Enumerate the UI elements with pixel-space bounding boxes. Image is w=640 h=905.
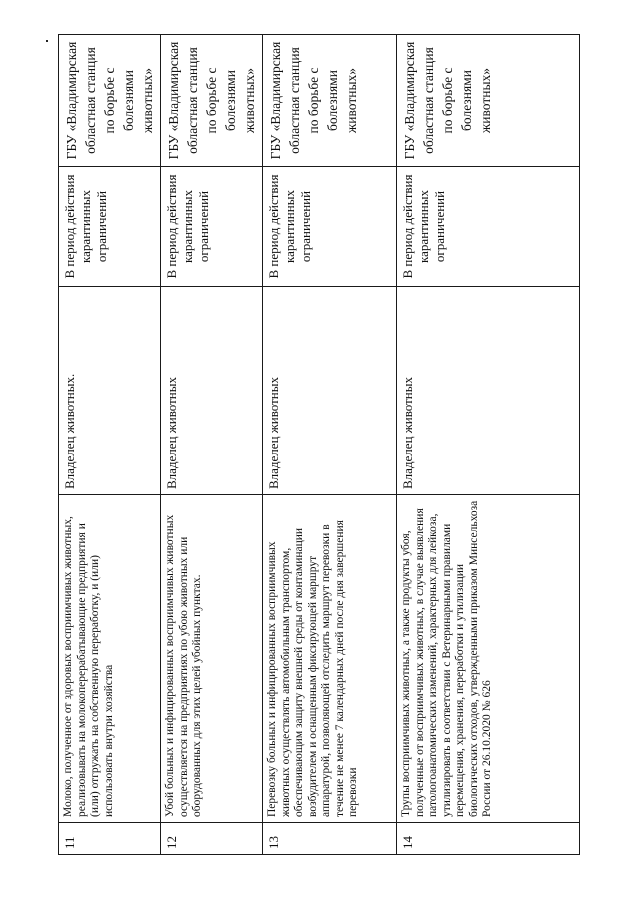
rotated-page [58, 35, 548, 855]
measures-table [58, 34, 580, 855]
deadline-text: В период действия карантинных ограничений [397, 167, 580, 287]
measure-text: Убой больных и инфицированных восприимчивых животных осуществляется на предприятиях по убою животных или оборудованных для этих целей убойных пунктах. [161, 495, 263, 823]
deadline-text: В период действия карантинных ограничений [161, 167, 263, 287]
table-row [263, 35, 397, 855]
responsible-party: Владелец животных [161, 287, 263, 495]
deadline-text: В период действия карантинных ограничений [263, 167, 397, 287]
table-row [59, 35, 161, 855]
control-organization: ГБУ «Владимирская областная станция по борьбе с болезнями животных» [263, 35, 397, 167]
control-organization: ГБУ «Владимирская областная станция по борьбе с болезнями животных» [161, 35, 263, 167]
deadline-text: В период действия карантинных ограничений [59, 167, 161, 287]
table-row [397, 35, 580, 855]
table-row [161, 35, 263, 855]
row-number: 11 [59, 823, 161, 855]
row-number: 12 [161, 823, 263, 855]
row-number: 13 [263, 823, 397, 855]
responsible-party: Владелец животных [397, 287, 580, 495]
measure-text: Молоко, полученное от здоровых восприимчивых животных, реализовывать на молокоперерабатывающие предприятия и (или) отгружать на собственную переработку, и (или) использовать внутри хозяйства [59, 495, 161, 823]
responsible-party: Владелец животных [263, 287, 397, 495]
control-organization: ГБУ «Владимирская областная станция по борьбе с болезнями животных» [397, 35, 580, 167]
scan-speck [46, 40, 48, 42]
measure-text: Перевозку больных и инфицированных восприимчивых животных осуществлять автомобильным транспортом, обеспечивающим защиту внешней среды от контаминации возбудителем и оснащенным фиксирующей маршрут аппаратурой, позволяющей отследить маршрут перевозки в течение не менее 7 календарных дней после дня завершения перевозки [263, 495, 397, 823]
control-organization: ГБУ «Владимирская областная станция по борьбе с болезнями животных» [59, 35, 161, 167]
measure-text: Трупы восприимчивых животных, а также продукты убоя, полученные от восприимчивых животных, в случае выявления патологоанатомических изменений, характерных для лейкоза, утилизировать в соответствии с Ветеринарными правилами перемещения, хранения, переработки и утилизации биологических отходов, утвержденными приказом Минсельхоза России от 26.10.2020 № 626 [397, 495, 580, 823]
row-number: 14 [397, 823, 580, 855]
responsible-party: Владелец животных. [59, 287, 161, 495]
